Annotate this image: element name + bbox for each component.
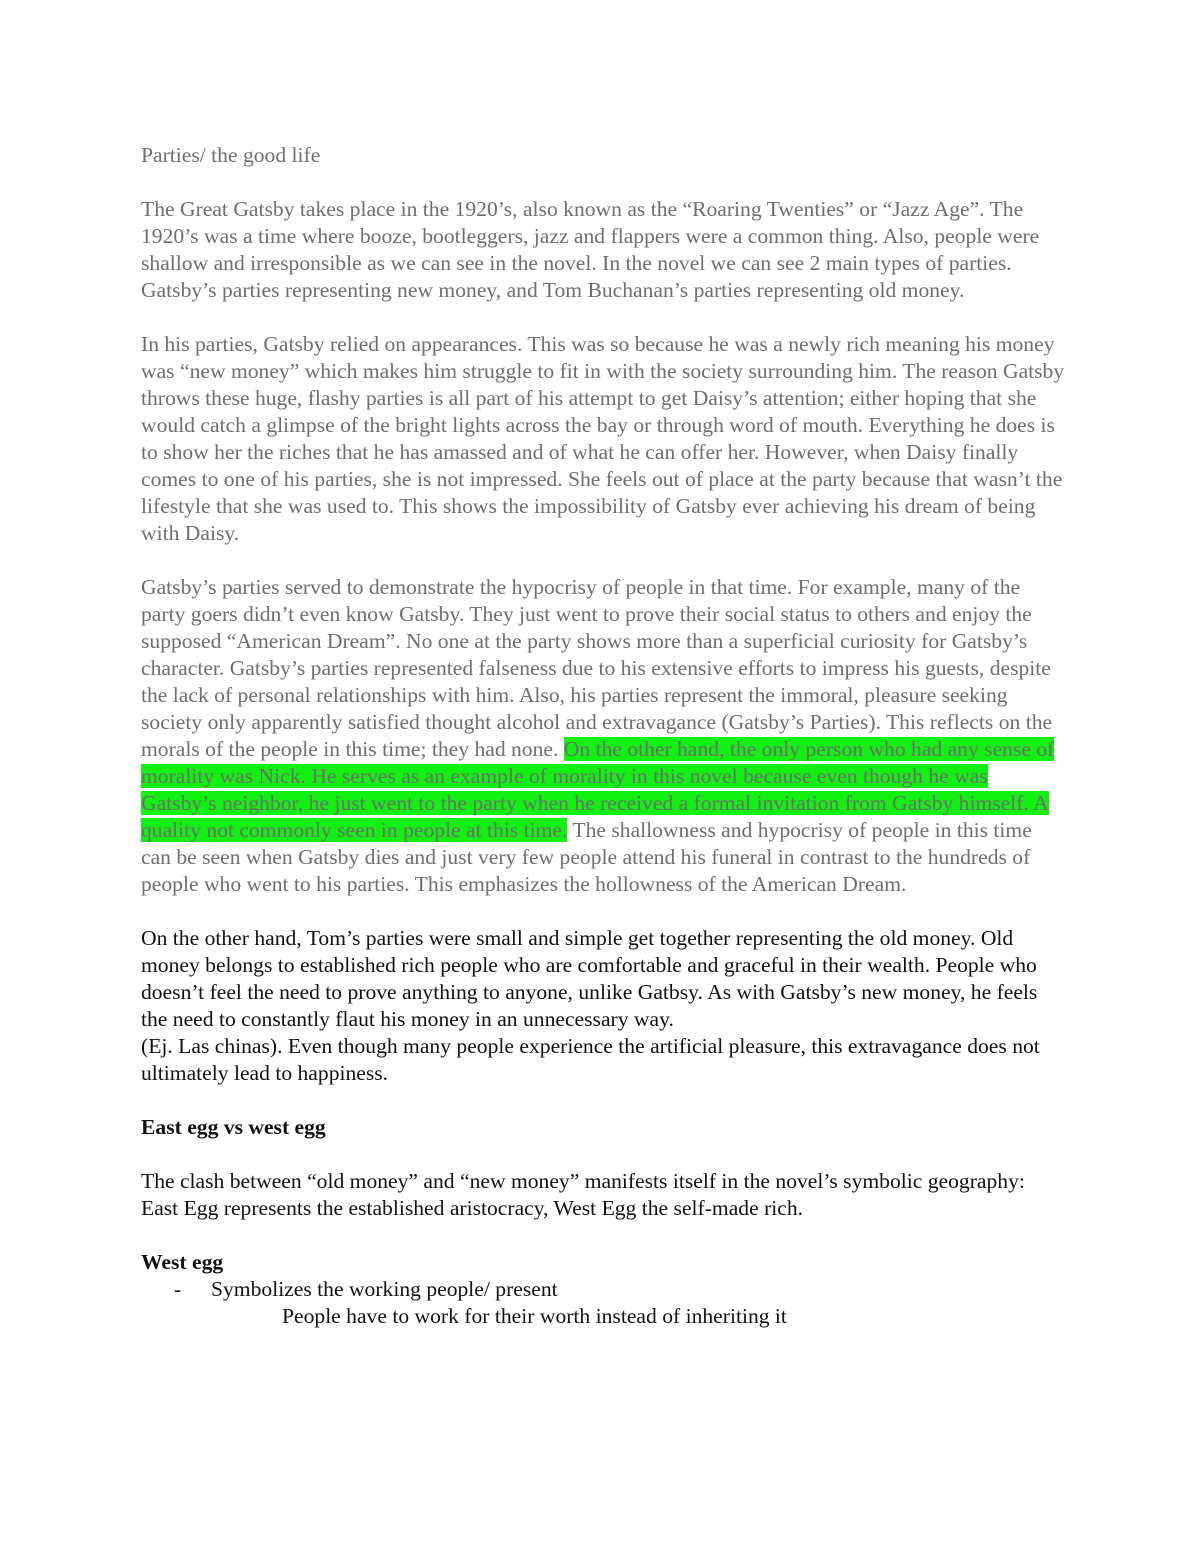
heading-east-vs-west-egg: East egg vs west egg xyxy=(141,1115,326,1139)
dash-bullet-icon: - xyxy=(174,1277,182,1301)
paragraph-tom-parties-line-2: (Ej. Las chinas). Even though many people experience the artificial pleasure, this extravagance does not ultimately lead to happiness. xyxy=(141,1034,1040,1085)
highlighted-text: On the other hand, the only person who had any sense of morality was Nick. He serves as an example of morality in this novel because even though he was Gatsby’s neighbor, he just went to the party when he received a formal invitation from Gatsby himself. A quality not commonly seen in people at this time. xyxy=(141,737,1055,842)
list-item xyxy=(141,1276,1066,1303)
document-body xyxy=(141,142,1066,1330)
section-title: Parties/ the good life xyxy=(141,143,321,167)
sub-list-item: People have to work for their worth instead of inheriting it xyxy=(282,1304,787,1328)
paragraph-hypocrisy-end: The shallowness and hypocrisy of people in this time can be seen when Gatsby dies and just very few people attend his funeral in contrast to the hundreds of people who went to his parties. This emphasizes the hollowness of the American Dream. xyxy=(141,818,1032,896)
paragraph-intro: The Great Gatsby takes place in the 1920’s, also known as the “Roaring Twenties” or “Jazz Age”. The 1920’s was a time where booze, bootleggers, jazz and flappers were a common thing. Also, people were shallow and irresponsible as we can see in the novel. In the novel we can see 2 main types of parties. Gatsby’s parties representing new money, and Tom Buchanan’s parties representing old money. xyxy=(141,197,1040,302)
paragraph-symbolic-geography: The clash between “old money” and “new money” manifests itself in the novel’s symbolic geography: East Egg represents the established aristocracy, West Egg the self-made rich. xyxy=(141,1169,1025,1220)
paragraph-hypocrisy-start: Gatsby’s parties served to demonstrate the hypocrisy of people in that time. For example, many of the party goers didn’t even know Gatsby. They just went to prove their social status to others and enjoy the supposed “American Dream”. No one at the party shows more than a superficial curiosity for Gatsby’s character. Gatsby’s parties represented falseness due to his extensive efforts to impress his guests, despite the lack of personal relationships with him. Also, his parties represent the immoral, pleasure seeking society only apparently satisfied thought alcohol and extravagance (Gatsby’s Parties). This reflects on the morals of the people in this time; they had none. xyxy=(141,575,1053,761)
west-egg-list xyxy=(141,1276,1066,1303)
paragraph-gatsby-appearances: In his parties, Gatsby relied on appearances. This was so because he was a newly rich meaning his money was “new money” which makes him struggle to fit in with the society surrounding him. The reason Gatsby throws these huge, flashy parties is all part of his attempt to get Daisy’s attention; either hoping that she would catch a glimpse of the bright lights across the bay or through word of mouth. Everything he does is to show her the riches that he has amassed and of what he can offer her. However, when Daisy finally comes to one of his parties, she is not impressed. She feels out of place at the party because that wasn’t the lifestyle that she was used to. This shows the impossibility of Gatsby ever achieving his dream of being with Daisy. xyxy=(141,332,1065,545)
list-item-text: Symbolizes the working people/ present xyxy=(211,1277,558,1301)
paragraph-tom-parties xyxy=(141,925,1066,1087)
paragraph-tom-parties-line-1: On the other hand, Tom’s parties were small and simple get together representing the old money. Old money belongs to established rich people who are comfortable and graceful in their wealth. People who doesn’t feel the need to prove anything to anyone, unlike Gatbsy. As with Gatsby’s new money, he feels the need to constantly flaut his money in an unnecessary way. xyxy=(141,926,1038,1031)
heading-west-egg: West egg xyxy=(141,1250,224,1274)
paragraph-hypocrisy xyxy=(141,574,1066,898)
